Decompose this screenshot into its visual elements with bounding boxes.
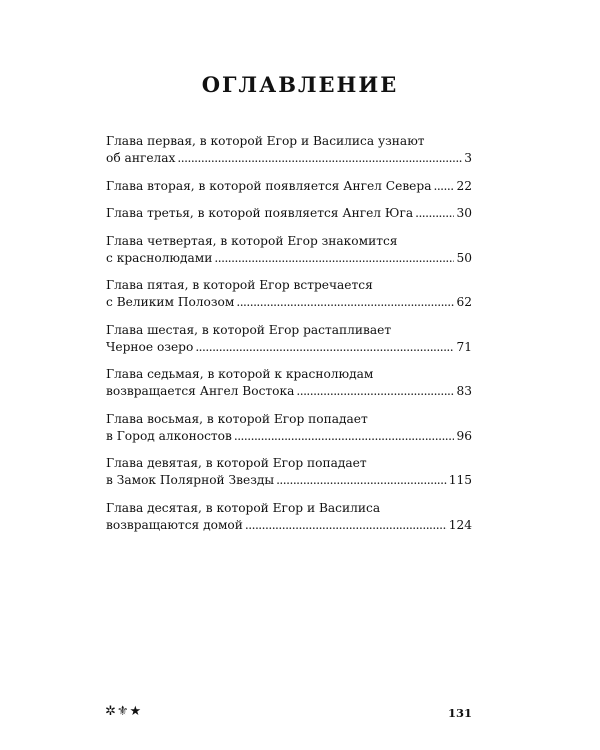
toc-entry-title: Глава восьмая, в которой Егор попадает (106, 411, 368, 426)
toc-entry-4 (106, 233, 472, 267)
toc-page-number: 96 (456, 428, 472, 443)
dot-leader (214, 250, 454, 267)
toc-entry-title: Глава девятая, в которой Егор попадает (106, 456, 367, 470)
toc-entry-10 (106, 500, 472, 534)
dot-leader (296, 383, 454, 400)
toc-page-number: 62 (456, 295, 472, 309)
toc-entry-title: Глава четвертая, в которой Егор знакомится (106, 233, 398, 248)
dot-leader (177, 150, 462, 167)
toc-entry-title-cont: с Великим Полозом (106, 295, 235, 309)
toc-entry-title: Глава третья, в которой появляется Ангел Юга (106, 206, 414, 220)
toc-page-number: 3 (464, 151, 472, 165)
toc-entry-5 (106, 277, 472, 311)
toc-entry-title: Глава вторая, в которой появляется Ангел Севера (106, 178, 432, 193)
page-title: ОГЛАВЛЕНИЕ (201, 72, 399, 97)
dot-leader (195, 339, 454, 356)
toc-entry-6 (106, 322, 472, 356)
toc-entry-1 (106, 133, 472, 167)
toc-entry-title-cont: возвращаются домой (106, 517, 243, 532)
dot-leader (245, 517, 447, 534)
dot-leader (234, 428, 455, 445)
page-number: 131 (447, 706, 472, 720)
toc-page-number: 50 (456, 250, 472, 265)
toc-entry-title-cont: в Город алконостов (106, 428, 232, 443)
toc-entry-8 (106, 411, 472, 445)
toc-entry-title: Глава пятая, в которой Егор встречается (106, 278, 373, 292)
toc-entry-title-cont: возвращается Ангел Востока (106, 384, 295, 398)
toc-entry-title: Глава седьмая, в которой к краснолюдам (106, 367, 374, 381)
toc-entry-7 (106, 366, 472, 400)
toc-entry-9 (106, 455, 472, 489)
ornament-icon: ✲⚜★ (105, 704, 143, 719)
toc-entry-title-cont: Черное озеро (106, 339, 194, 354)
toc-entry-title: Глава десятая, в которой Егор и Василиса (106, 500, 381, 515)
toc-entry-title-cont: об ангелах (106, 151, 176, 165)
toc-entry-title-cont: в Замок Полярной Звезды (106, 473, 275, 487)
table-of-contents (106, 133, 472, 544)
toc-page-number: 22 (456, 178, 472, 193)
toc-page-number: 115 (448, 473, 472, 487)
toc-page-number: 30 (456, 206, 472, 220)
toc-entry-2 (106, 178, 472, 195)
toc-entry-3 (106, 205, 472, 222)
dot-leader (433, 178, 454, 195)
toc-page-number: 124 (448, 517, 472, 532)
toc-entry-title: Глава шестая, в которой Егор растапливает (106, 322, 392, 337)
dot-leader (276, 472, 447, 489)
toc-entry-title-cont: с краснолюдами (106, 250, 213, 265)
toc-entry-title: Глава первая, в которой Егор и Василиса узнают (106, 134, 425, 148)
toc-page-number: 83 (456, 384, 472, 398)
toc-page-number: 71 (456, 339, 472, 354)
dot-leader (415, 205, 454, 222)
dot-leader (236, 294, 454, 311)
